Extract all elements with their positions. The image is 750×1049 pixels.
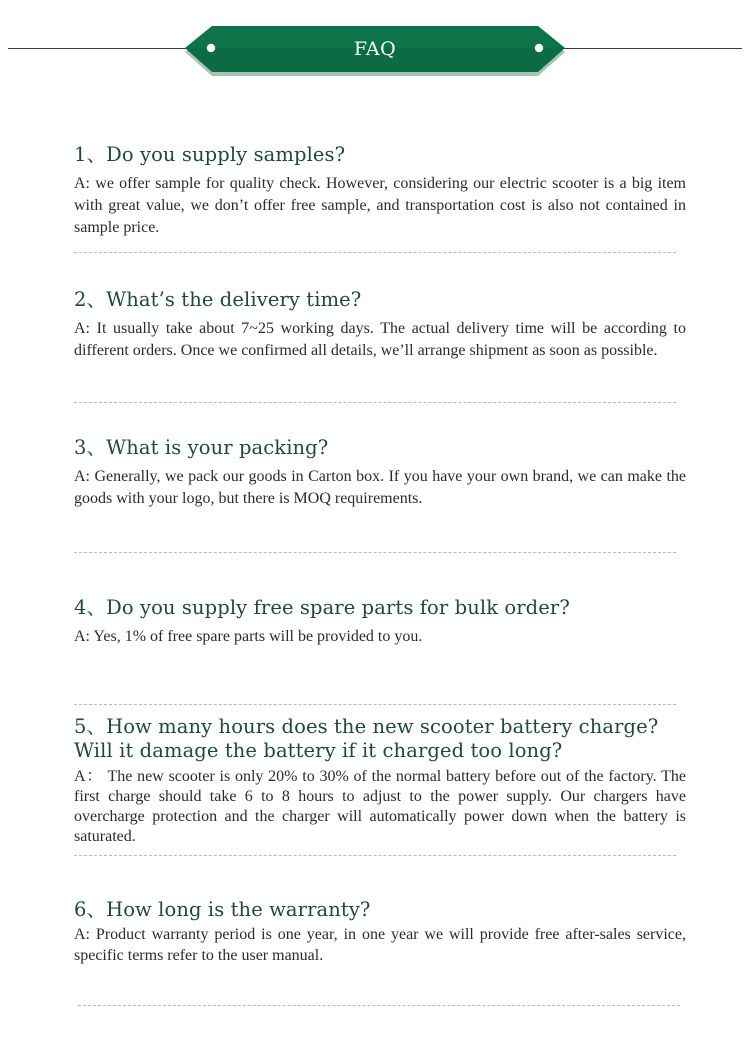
faq-divider [74,552,676,553]
header-rule-right [560,48,742,49]
faq-item-5 [74,715,686,847]
faq-divider [74,402,676,403]
faq-answer: A: Product warranty period is one year, in one year we will provide free after-sales service, specific terms refer to the user manual. [74,926,686,964]
faq-item-2 [74,288,686,362]
faq-answer: A： The new scooter is only 20% to 30% of the normal battery before out of the factory. The first charge should take 6 to 8 hours to adjust to the power supply. Our chargers have overcharge protection and the charger will automatically power down when the battery is saturated. [74,768,686,845]
faq-answer: A: Yes, 1% of free spare parts will be provided to you. [74,628,423,645]
faq-item-4 [74,596,686,648]
faq-divider [74,855,676,856]
faq-question: 5、How many hours does the new scooter battery charge? Will it damage the battery if it charged too long? [74,715,659,762]
faq-item-3 [74,436,686,510]
faq-item-1 [74,143,686,239]
faq-divider [78,1005,680,1006]
header-rule-left [8,48,190,49]
faq-question: 1、Do you supply samples? [74,143,346,166]
faq-divider [74,252,676,253]
faq-item-6 [74,898,686,966]
faq-answer: A: we offer sample for quality check. However, considering our electric scooter is a big item with great value, we don’t offer free sample, and transportation cost is also not contained in sample price. [74,175,686,236]
faq-header [0,0,750,90]
faq-divider [74,704,676,705]
faq-title: FAQ [353,38,397,60]
faq-question: 3、What is your packing? [74,436,329,459]
faq-answer: A: Generally, we pack our goods in Carton box. If you have your own brand, we can make the goods with your logo, but there is MOQ requirements. [74,468,686,507]
faq-question: 4、Do you supply free spare parts for bulk order? [74,596,570,619]
faq-question: 2、What’s the delivery time? [74,288,362,311]
faq-question: 6、How long is the warranty? [74,898,371,921]
faq-answer: A: It usually take about 7~25 working days. The actual delivery time will be according to different orders. Once we confirmed all details, we’ll arrange shipment as soon as possible. [74,320,686,359]
